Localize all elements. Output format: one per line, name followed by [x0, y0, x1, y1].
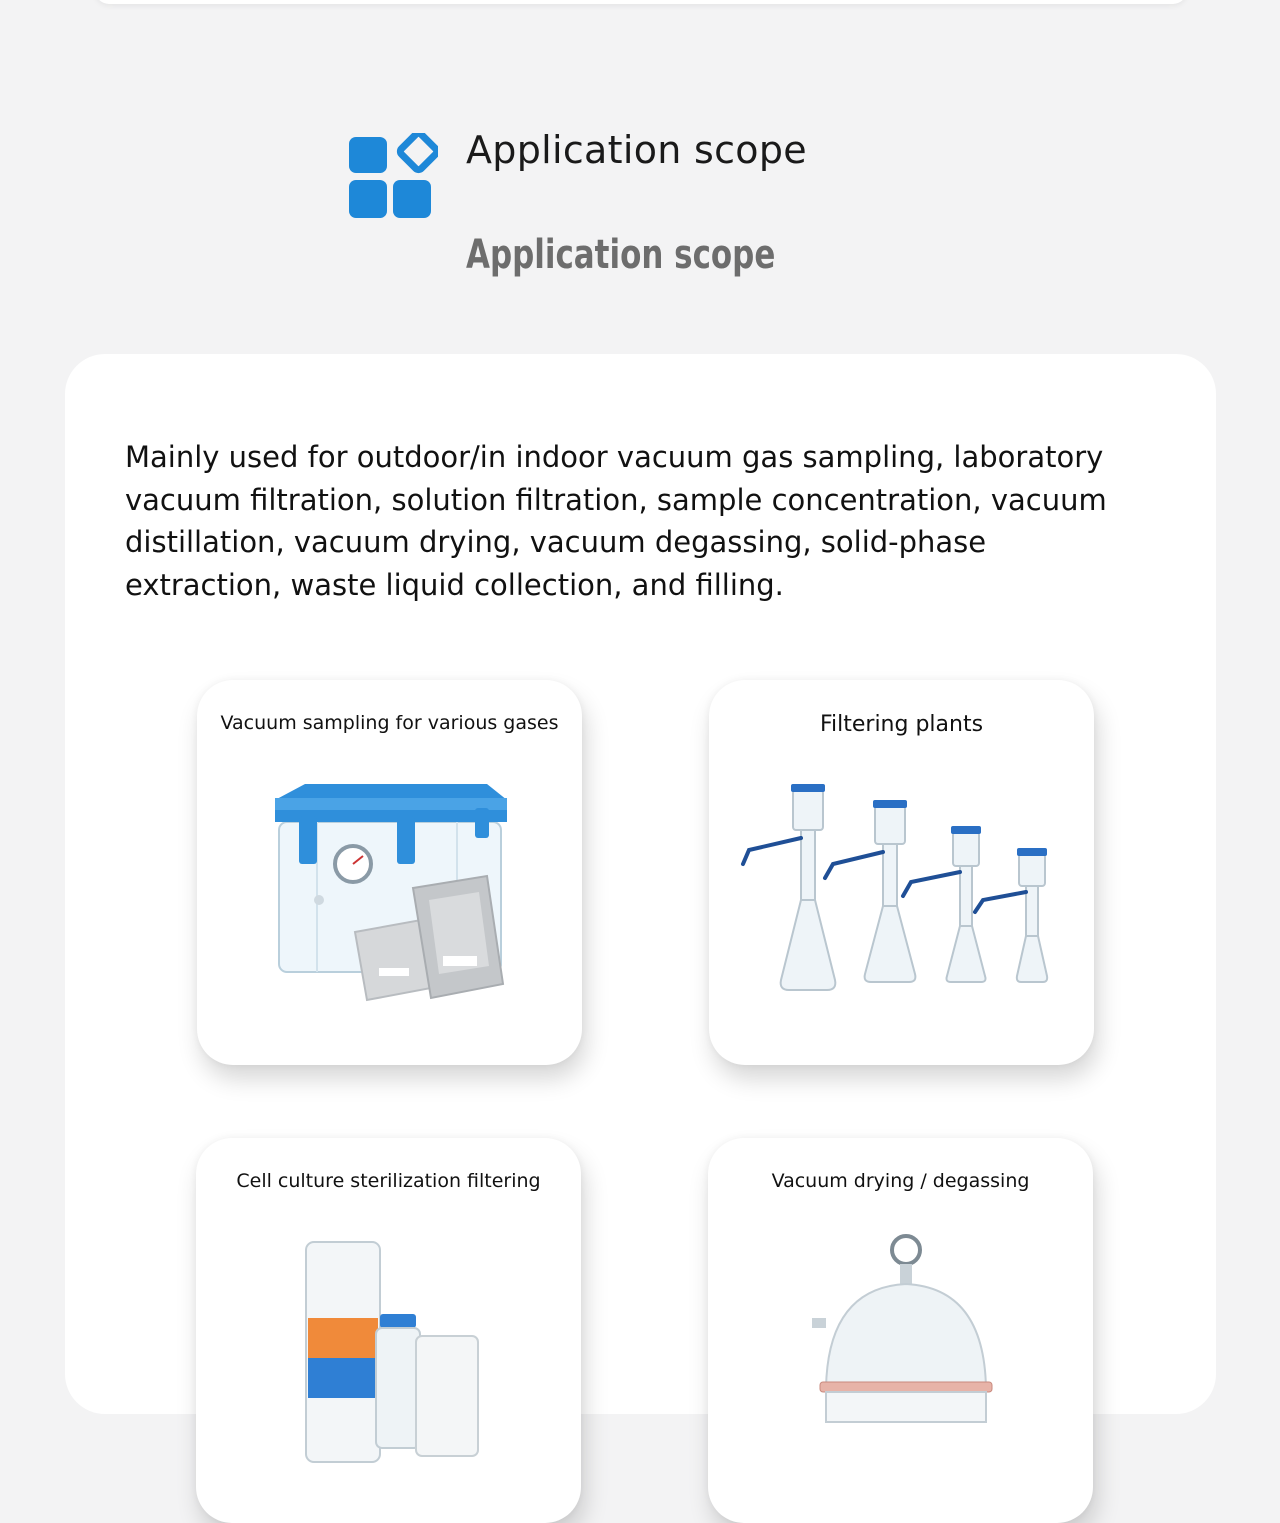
application-card-filtering [709, 680, 1094, 1065]
filter-bottles-image [216, 1218, 561, 1508]
application-card-cell-culture [196, 1138, 581, 1523]
card-label: Filtering plants [819, 712, 984, 737]
card-label: Vacuum sampling for various gases [220, 712, 559, 734]
description-text: Mainly used for outdoor/in indoor vacuum gas sampling, laboratory vacuum filtration, solution filtration, sample concentration, vacuum distillation, vacuum drying, vacuum degassing, solid-phase extraction, waste liquid collection, and filling. [125, 440, 1107, 602]
application-card-gas-sampling [197, 680, 582, 1065]
app-grid-icon [348, 133, 438, 223]
section-subtitle: Application scope [466, 232, 776, 278]
card-label: Vacuum drying / degassing [771, 1170, 1030, 1192]
filter-flasks-image [729, 760, 1074, 1050]
top-card-edge [95, 0, 1187, 4]
vacuum-desiccator-image [728, 1218, 1073, 1508]
section-title: Application scope [466, 128, 807, 172]
application-card-vacuum-drying [708, 1138, 1093, 1523]
card-label: Cell culture sterilization filtering [236, 1170, 541, 1192]
vacuum-box-and-gas-bags-image [217, 760, 562, 1050]
